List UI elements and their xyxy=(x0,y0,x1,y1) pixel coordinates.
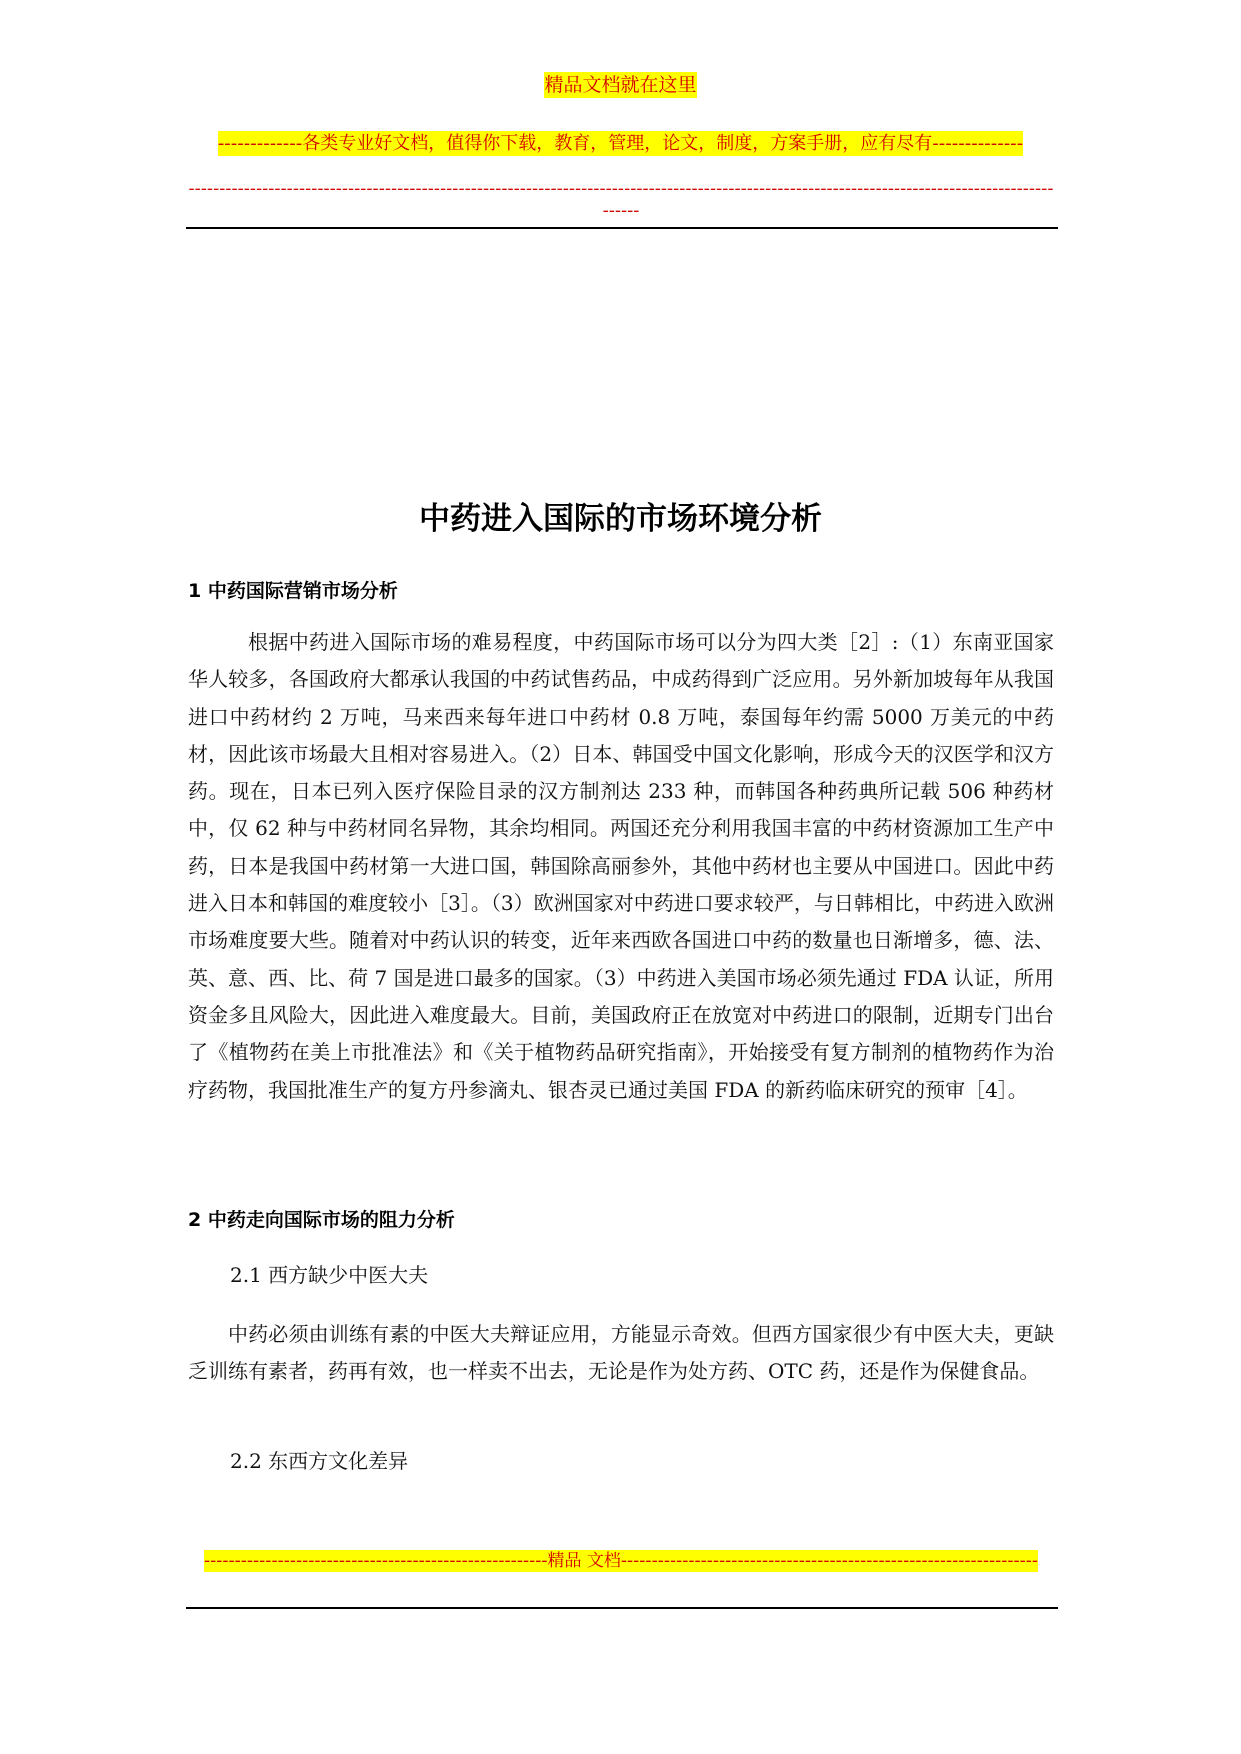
section-1-paragraph: 根据中药进入国际市场的难易程度，中药国际市场可以分为四大类［2］:（1）东南亚国家华人较多，各国政府大都承认我国的中药试售药品，中成药得到广泛应用。另外新加坡每年从我国进口中药材约 2 万吨，马来西来每年进口中药材 0.8 万吨，泰国每年约需 5000 万美元的中药材，因此该市场最大且相对容易进入。（2）日本、韩国受中国文化影响，形成今天的汉医学和汉方药。现在，日本已列入医疗保险目录的汉方制剂达 233 种，而韩国各种药典所记载 506 种药材中，仅 62 种与中药材同名异物，其余均相同。两国还充分利用我国丰富的中药材资源加工生产中药，日本是我国中药材第一大进口国，韩国除高丽参外，其他中药材也主要从中国进口。因此中药进入日本和韩国的难度较小［3］。（3）欧洲国家对中药进口要求较严，与日韩相比，中药进入欧洲市场难度要大些。随着对中药认识的转变，近年来西欧各国进口中药的数量也日渐增多，德、法、英、意、西、比、荷 7 国是进口最多的国家。（3）中药进入美国市场必须先通过 FDA 认证，所用资金多且风险大，因此进入难度最大。目前，美国政府正在放宽对中药进口的限制，近期专门出台了《植物药在美上市批准法》和《关于植物药品研究指南》，开始接受有复方制剂的植物药作为治疗药物，我国批准生产的复方丹参滴丸、银杏灵已通过美国 FDA 的新药临床研究的预审［4］。 xyxy=(188,630,1054,1102)
header-rule xyxy=(186,227,1058,229)
footer-banner-text: --------------------------------------------------------精品 文档-------------------------------------------------------------------- xyxy=(203,1551,1039,1571)
subsection-2-2-heading: 2.2 东西方文化差异 xyxy=(230,1449,409,1473)
header-banner-text: 精品文档就在这里 xyxy=(544,74,697,96)
section-2-heading: 2 中药走向国际市场的阻力分析 xyxy=(188,1209,455,1231)
subsection-2-1-paragraph: 中药必须由训练有素的中医大夫辩证应用，方能显示奇效。但西方国家很少有中医大夫，更缺乏训练有素者，药再有效，也一样卖不出去，无论是作为处方药、OTC 药，还是作为保健食品。 xyxy=(188,1322,1054,1384)
header-tagline-text: -------------各类专业好文档，值得你下载，教育，管理，论文，制度，方案手册，应有尽有-------------- xyxy=(217,133,1024,154)
footer-banner xyxy=(186,1549,1056,1574)
header-dashes: --------------------------------------------------------------------------------------------------------------------------------------------------- xyxy=(188,179,1054,221)
footer-rule xyxy=(186,1607,1058,1609)
header-tagline xyxy=(0,131,1241,157)
section-1-heading: 1 中药国际营销市场分析 xyxy=(188,580,398,602)
document-title: 中药进入国际的市场环境分析 xyxy=(419,501,822,537)
subsection-2-1-heading: 2.1 西方缺少中医大夫 xyxy=(230,1263,429,1287)
header-banner xyxy=(0,72,1241,98)
